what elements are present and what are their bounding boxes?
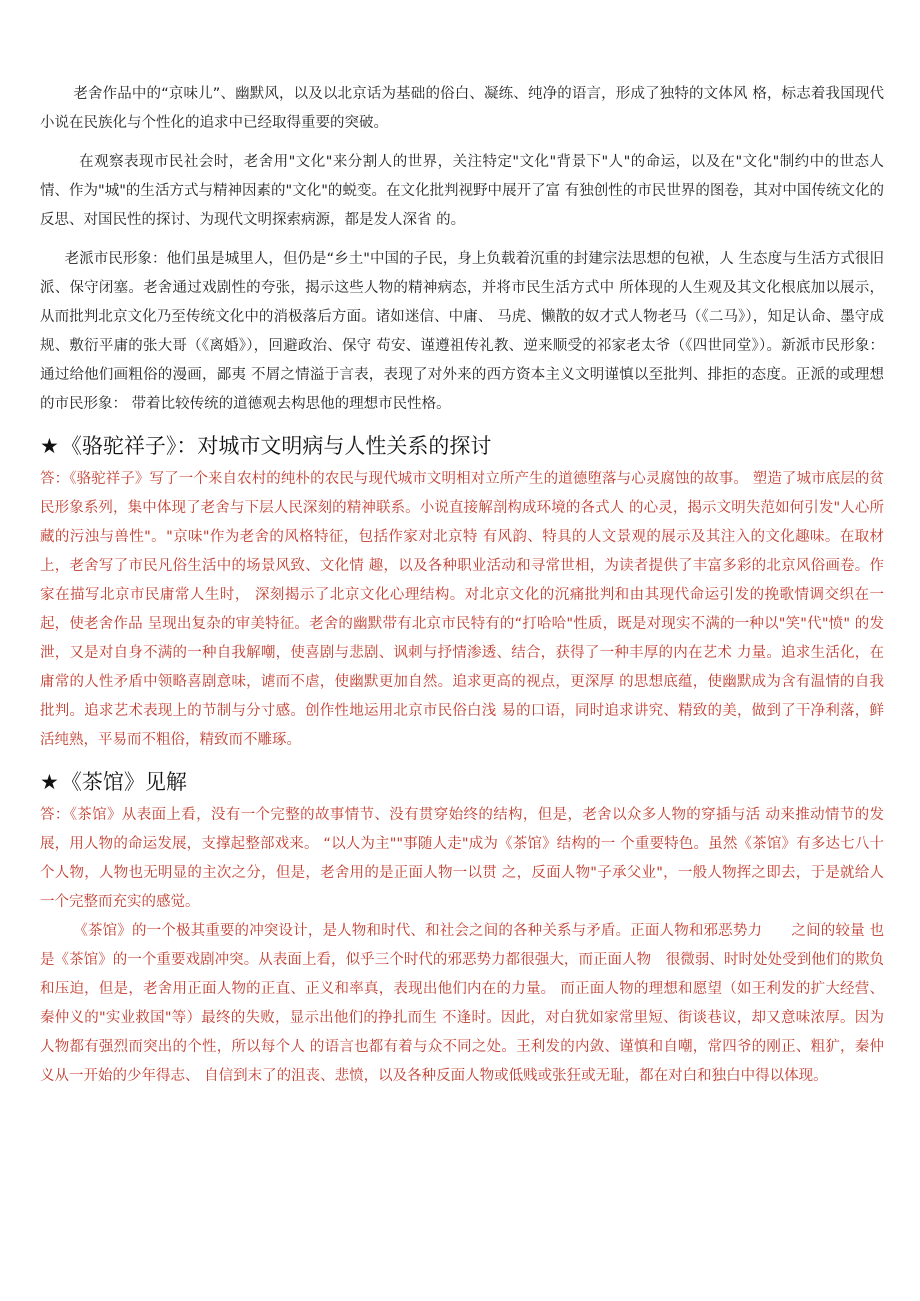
document-page bbox=[40, 80, 884, 1091]
answer-teahouse-conflict: 《茶馆》的一个极其重要的冲突设计，是人物和时代、和社会之间的各种关系与矛盾。正面人物和邪恶势力 之间的较量 也是《茶馆》的一个重要戏剧冲突。从表面上看，似乎三个时代的邪恶势力都很强大，而正面人物 很微弱、时时处处受到他们的欺负和压迫，但是，老舍用正面人物的正直、正义和率真，表现出他们内在的力量。 而正面人物的理想和愿望（如王利发的扩大经营、秦仲义的"实业救国"等）最终的失败，显示出他们的挣扎而生 不逢时。因此，对白犹如家常里短、街谈巷议，却又意味浓厚。因为人物都有强烈而突出的个性，所以每个人 的语言也都有着与众不同之处。王利发的内敛、谨慎和自嘲，常四爷的刚正、粗犷，秦仲义从一开始的少年得志、 自信到末了的沮丧、悲愤，以及各种反面人物或低贱或张狂或无耻，都在对白和独白中得以体现。 bbox=[40, 923, 884, 1084]
section-title: 《骆驼祥子》：对城市文明病与人性关系的探讨 bbox=[60, 434, 492, 458]
paragraph-citizen-images: 老派市民形象：他们虽是城里人，但仍是“乡土"中国的子民，身上负载着沉重的封建宗法思想的包袱，人 生态度与生活方式很旧派、保守闭塞。老舍通过戏剧性的夸张，揭示这些人物的精神病态，并将市民生活方式中 所体现的人生观及其文化根底加以展示，从而批判北京文化乃至传统文化中的消极落后方面。诸如迷信、中庸、 马虎、懒散的奴才式人物老马（《二马》），知足认命、墨守成规、敷衍平庸的张大哥（《离婚》），回避政治、保守 苟安、谨遵祖传礼教、逆来顺受的祁家老太爷（《四世同堂》）。新派市民形象：通过给他们画粗俗的漫画，鄙夷 不屑之情溢于言表，表现了对外来的西方资本主义文明谨慎以至批判、排拒的态度。正派的或理想的市民形象： 带着比较传统的道德观去构思他的理想市民性格。 bbox=[40, 251, 884, 412]
section-heading-camel-xiangzi bbox=[40, 429, 884, 463]
star-icon: ★ bbox=[40, 434, 59, 458]
answer-camel-xiangzi: 答：《骆驼祥子》写了一个来自农村的纯朴的农民与现代城市文明相对立所产生的道德堕落与心灵腐蚀的故事。 塑造了城市底层的贫民形象系列，集中体现了老舍与下层人民深刻的精神联系。小说直接解剖构成环境的各式人 的心灵，揭示文明失范如何引发"人心所藏的污浊与兽性"。"京味"作为老舍的风格特征，包括作家对北京特 有风韵、特具的人文景观的展示及其注入的文化趣味。在取材上，老舍写了市民凡俗生活中的场景风致、文化情 趣，以及各种职业活动和寻常世相，为读者提供了丰富多彩的北京风俗画卷。作家在描写北京市民庸常人生时， 深刻揭示了北京文化心理结构。对北京文化的沉痛批判和由其现代命运引发的挽歌情调交织在一起，使老舍作品 呈现出复杂的审美特征。老舍的幽默带有北京市民特有的“打哈哈"性质，既是对现实不满的一种以"笑"代"愤" 的发泄，又是对自身不满的一种自我解嘲，使喜剧与悲剧、讽刺与抒情渗透、结合，获得了一种丰厚的内在艺术 力量。追求生活化，在庸常的人性矛盾中领略喜剧意味，谑而不虐，使幽默更加自然。追求更高的视点，更深厚 的思想底蕴，使幽默成为含有温情的自我批判。追求艺术表现上的节制与分寸感。创作性地运用北京市民俗白浅 易的口语，同时追求讲究、精致的美，做到了干净利落，鲜活纯熟，平易而不粗俗，精致而不雕琢。 bbox=[40, 471, 884, 748]
star-icon: ★ bbox=[40, 770, 59, 794]
section-title: 《茶馆》见解 bbox=[60, 770, 187, 794]
answer-teahouse: 答：《茶馆》从表面上看，没有一个完整的故事情节、没有贯穿始终的结构，但是，老舍以众多人物的穿插与活 动来推动情节的发展，用人物的命运发展，支撑起整部戏来。 “以人为主""事随人走"成为《茶馆》结构的一 个重要特色。虽然《茶馆》有多达七八十个人物，人物也无明显的主次之分，但是，老舍用的是正面人物一以贯 之，反面人物"子承父业"，一般人物挥之即去，于是就给人一个完整而充实的感觉。 bbox=[40, 807, 884, 910]
section-heading-teahouse bbox=[40, 765, 884, 799]
paragraph-culture-critique: 在观察表现市民社会时，老舍用"文化"来分割人的世界，关注特定"文化"背景下"人"的命运，以及在"文化"制约中的世态人情、作为"城"的生活方式与精神因素的"文化"的蜕变。在文化批判视野中展开了富 有独创性的市民世界的图卷，其对中国传统文化的反思、对国民性的探讨、为现代文明探索病源，都是发人深省 的。 bbox=[40, 154, 884, 228]
paragraph-language-style: 老舍作品中的“京味儿”、幽默风，以及以北京话为基础的俗白、凝练、纯净的语言，形成了独特的文体风 格，标志着我国现代小说在民族化与个性化的追求中已经取得重要的突破。 bbox=[40, 86, 884, 131]
